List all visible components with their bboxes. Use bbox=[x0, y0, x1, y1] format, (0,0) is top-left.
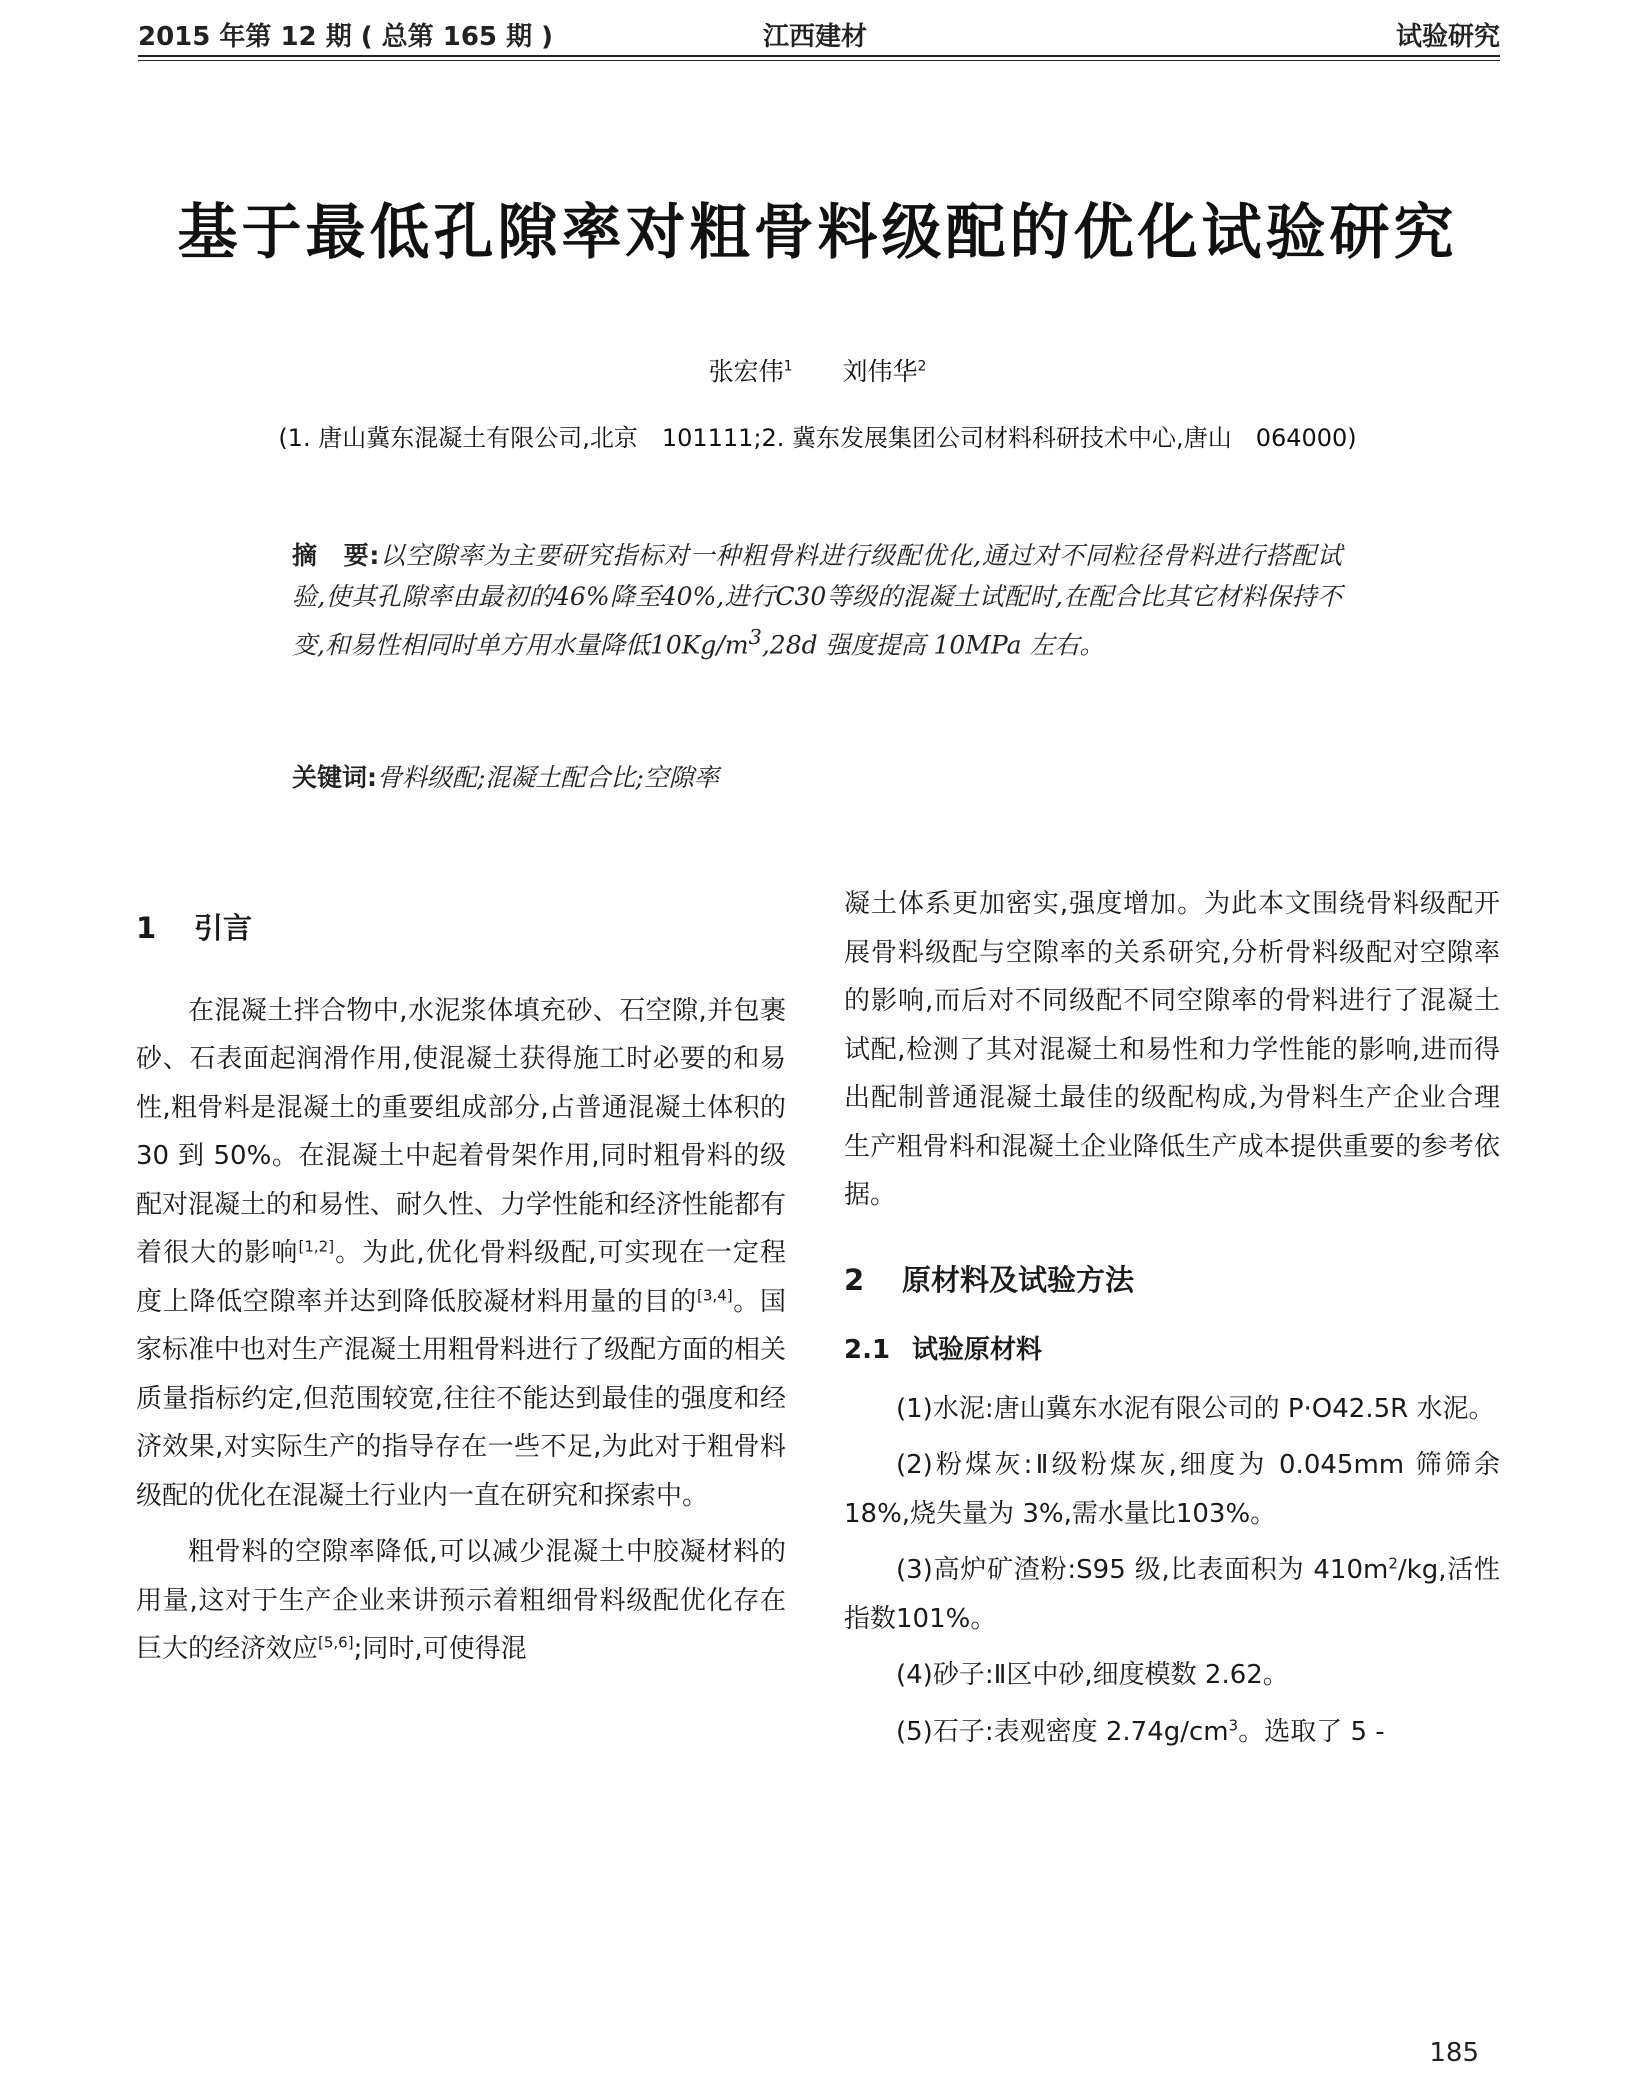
header-rule-thin bbox=[138, 60, 1500, 61]
body-text: ;同时,可使得混 bbox=[353, 1634, 527, 1664]
journal-issue: 2015 年第 12 期 ( 总第 165 期 ) bbox=[138, 22, 553, 52]
page-number: 185 bbox=[1429, 2038, 1479, 2068]
body-text: 在混凝土拌合物中,水泥浆体填充砂、石空隙,并包裹砂、石表面起润滑作用,使混凝土获得施工时必要的和易性,粗骨料是混凝土的重要组成部分,占普通混凝土体积的 30 到 50%。在混凝土中起着骨架作用,同时粗骨料的级配对混凝土的和易性、耐久性、力学性能和经济性能都有着很大的影响 bbox=[136, 995, 787, 1268]
material-item bbox=[844, 1546, 1500, 1643]
material-item: (1)水泥:唐山冀东水泥有限公司的 P·O42.5R 水泥。 bbox=[896, 1393, 1495, 1424]
material-item: (4)砂子:Ⅱ区中砂,细度模数 2.62。 bbox=[896, 1660, 1289, 1690]
author-affil-mark: 2 bbox=[917, 358, 927, 375]
section-heading bbox=[136, 904, 786, 953]
abstract-text-end: ,28d 强度提高 10MPa 左右。 bbox=[761, 630, 1105, 660]
body-text: (3)高炉矿渣粉:S95 级,比表面积为 410m bbox=[896, 1555, 1389, 1585]
abstract bbox=[292, 535, 1342, 665]
keywords-label: 关键词: bbox=[292, 763, 377, 792]
body-text: 。国家标准中也对生产混凝土用粗骨料进行了级配方面的相关质量指标约定,但范围较宽,往往不能达到最佳的强度和经济效果,对实际生产的指导存在一些不足,为此对于粗骨料级配的优化在混凝土行业内一直在研究和探索中。 bbox=[136, 1286, 787, 1511]
header-rule bbox=[138, 55, 1500, 57]
author-name: 刘伟华 bbox=[842, 357, 918, 386]
abstract-superscript: 3 bbox=[748, 625, 762, 649]
body-text: 。为此,优化骨料级配,可实现在一定程度上降低空隙率并达到降低胶凝材料用量的目的 bbox=[136, 1238, 786, 1317]
section-number: 2 bbox=[844, 1262, 865, 1297]
left-column bbox=[136, 880, 786, 1674]
abstract-text: 以空隙率为主要研究指标对一种粗骨料进行级配优化,通过对不同粒径骨料进行搭配试验,使其孔隙率由最初的46%降至40%,进行C30等级的混凝土试配时,在配合比其它材料保持不变,和易性相同时单方用水量降低10Kg/m bbox=[292, 541, 1342, 660]
body-paragraph bbox=[136, 987, 786, 1521]
body-text: 。选取了 5 - bbox=[1238, 1716, 1385, 1747]
journal-name: 江西建材 bbox=[763, 22, 868, 52]
author-name: 张宏伟 bbox=[708, 357, 784, 386]
material-item bbox=[844, 1708, 1500, 1757]
running-header bbox=[138, 10, 1500, 54]
citation: [3,4] bbox=[696, 1285, 733, 1304]
citation: [1,2] bbox=[298, 1237, 335, 1256]
right-column bbox=[844, 880, 1500, 1756]
body-paragraph bbox=[136, 1528, 786, 1674]
superscript: 2 bbox=[1388, 1554, 1398, 1573]
body-text: 粗骨料的空隙率降低,可以减少混凝土中胶凝材料的用量,这对于生产企业来讲预示着粗细骨料级配优化存在巨大的经济效应 bbox=[136, 1537, 786, 1664]
keywords bbox=[292, 758, 1342, 798]
section-title: 原材料及试验方法 bbox=[902, 1262, 1135, 1297]
subsection-number: 2.1 bbox=[844, 1335, 891, 1365]
body-text: (5)石子:表观密度 2.74g/cm bbox=[896, 1716, 1229, 1747]
body-paragraph-continued: 凝土体系更加密实,强度增加。为此本文围绕骨料级配开展骨料级配与空隙率的关系研究,分析骨料级配对空隙率的影响,而后对不同级配不同空隙率的骨料进行了混凝土试配,检测了其对混凝土和易性和力学性能的影响,进而得出配制普通混凝土最佳的级配构成,为骨料生产企业合理生产粗骨料和混凝土企业降低生产成本提供重要的参考依据。 bbox=[844, 889, 1500, 1210]
section-number: 1 bbox=[136, 911, 157, 945]
column-name: 试验研究 bbox=[1395, 22, 1500, 52]
citation: [5,6] bbox=[318, 1633, 354, 1652]
section-heading bbox=[844, 1256, 1500, 1305]
superscript: 3 bbox=[1228, 1715, 1239, 1734]
keywords-text: 骨料级配;混凝土配合比;空隙率 bbox=[377, 763, 719, 792]
author-affil-mark: 1 bbox=[783, 358, 793, 375]
subsection-heading bbox=[844, 1326, 1500, 1375]
subsection-title: 试验原材料 bbox=[912, 1335, 1043, 1365]
body-text: /kg,活性指数101%。 bbox=[844, 1555, 1500, 1634]
author-list bbox=[0, 352, 1635, 388]
material-item: (2)粉煤灰:Ⅱ级粉煤灰,细度为 0.045mm 筛筛余18%,烧失量为 3%,需水量比103%。 bbox=[844, 1450, 1500, 1529]
paper-title: 基于最低孔隙率对粗骨料级配的优化试验研究 bbox=[177, 198, 1458, 268]
affiliation: (1. 唐山冀东混凝土有限公司,北京 101111;2. 冀东发展集团公司材料科研技术中心,唐山 064000) bbox=[278, 424, 1357, 452]
abstract-label: 摘 要: bbox=[292, 541, 380, 570]
section-title: 引言 bbox=[194, 911, 253, 945]
